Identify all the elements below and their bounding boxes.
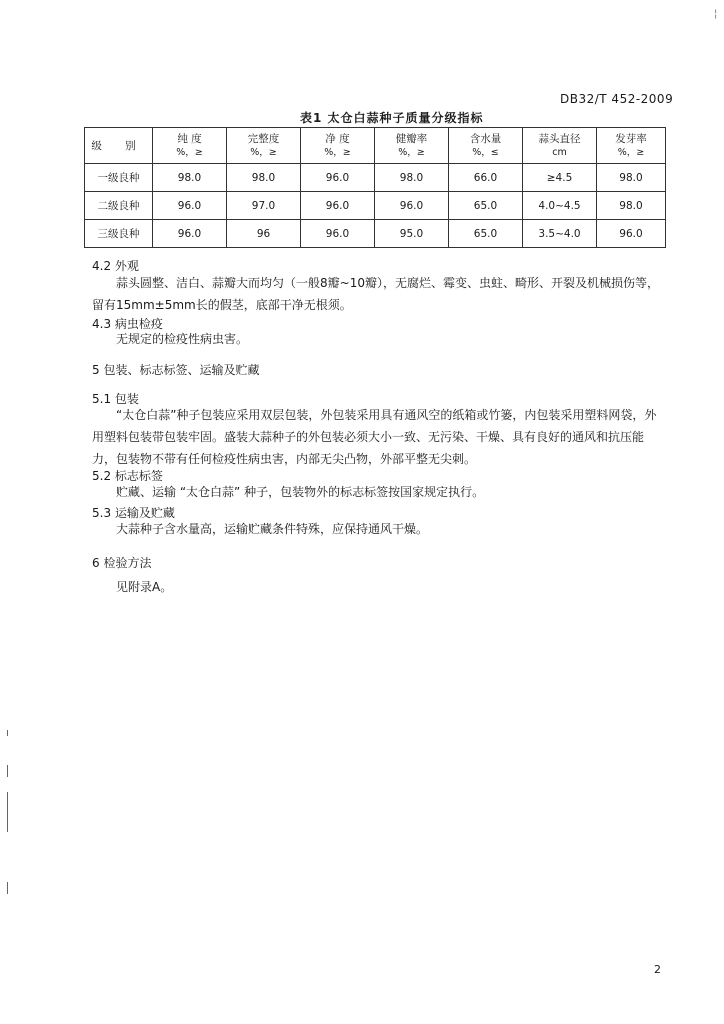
table-cell: 98.0 — [153, 164, 227, 192]
scan-mark: ╎ — [713, 10, 719, 20]
table-cell: 96.0 — [301, 164, 375, 192]
table-cell: 96.0 — [153, 192, 227, 220]
col-header-grade: 级 别 — [85, 128, 153, 164]
table-cell: 96 — [227, 220, 301, 248]
binding-mark — [7, 730, 8, 736]
table-header-row — [85, 128, 666, 164]
section-text-5-2: 贮藏、运输 “太仓白蒜” 种子，包装物外的标志标签按国家规定执行。 — [116, 485, 485, 499]
section-text-4-3: 无规定的检疫性病虫害。 — [116, 332, 249, 346]
section-text-5-3: 大蒜种子含水量高，运输贮藏条件特殊，应保持通风干燥。 — [116, 522, 429, 536]
table-cell: 96.0 — [597, 220, 666, 248]
table-cell: 96.0 — [301, 192, 375, 220]
col-header-purity: 纯 度 %，≥ — [153, 128, 227, 164]
table-row — [85, 164, 666, 192]
table-cell: 98.0 — [597, 164, 666, 192]
table-cell: 98.0 — [375, 164, 449, 192]
table-row — [85, 192, 666, 220]
section-heading-5-3: 5.3 运输及贮藏 — [92, 506, 175, 520]
section-heading-5-2: 5.2 标志标签 — [92, 469, 163, 483]
table-cell: 65.0 — [449, 192, 523, 220]
section-heading-4-3: 4.3 病虫检疫 — [92, 317, 163, 331]
section-text-6: 见附录A。 — [116, 580, 173, 594]
binding-mark — [7, 765, 8, 777]
table-cell: 97.0 — [227, 192, 301, 220]
section-heading-5: 5 包装、标志标签、运输及贮藏 — [92, 363, 260, 377]
table-cell: 96.0 — [375, 192, 449, 220]
section-text-5-1: “太仓白蒜”种子包装应采用双层包装，外包装采用具有通风空的纸箱或竹篓，内包装采用塑料网袋，外用塑料包装带包装牢固。盛装大蒜种子的外包装必须大小一致、无污染、干燥、具有良好的通风和抗压能力，包装物不带有任何检疫性病虫害，内部无尖凸物，外部平整无尖刺。 — [92, 408, 657, 466]
page-number: 2 — [654, 963, 661, 976]
table-cell: 98.0 — [227, 164, 301, 192]
col-header-healthy-clove-rate: 健瓣率 %，≥ — [375, 128, 449, 164]
section-heading-6: 6 检验方法 — [92, 556, 152, 570]
table-cell: 65.0 — [449, 220, 523, 248]
table-title: 表1 太仓白蒜种子质量分级指标 — [300, 111, 484, 125]
document-code: DB32/T 452-2009 — [560, 92, 674, 106]
table-cell: 66.0 — [449, 164, 523, 192]
section-text-4-2: 蒜头圆整、洁白、蒜瓣大而均匀（一般8瓣~10瓣），无腐烂、霉变、虫蛀、畸形、开裂及机械损伤等，留有15mm±5mm长的假茎，底部干净无根须。 — [92, 276, 659, 312]
binding-mark — [7, 792, 8, 832]
table-cell: ≥4.5 — [523, 164, 597, 192]
table-cell: 二级良种 — [85, 192, 153, 220]
table-cell: 一级良种 — [85, 164, 153, 192]
binding-mark — [7, 882, 8, 894]
table-cell: 三级良种 — [85, 220, 153, 248]
table-cell: 96.0 — [153, 220, 227, 248]
table-cell: 3.5~4.0 — [523, 220, 597, 248]
table-cell: 96.0 — [301, 220, 375, 248]
col-header-germination: 发芽率 %，≥ — [597, 128, 666, 164]
col-header-cleanliness: 净 度 %，≥ — [301, 128, 375, 164]
section-heading-5-1: 5.1 包装 — [92, 392, 139, 406]
col-header-integrity: 完整度 %，≥ — [227, 128, 301, 164]
col-header-bulb-diameter: 蒜头直径 cm — [523, 128, 597, 164]
table-cell: 95.0 — [375, 220, 449, 248]
section-heading-4-2: 4.2 外观 — [92, 259, 139, 273]
table-cell: 98.0 — [597, 192, 666, 220]
col-header-moisture: 含水量 %，≤ — [449, 128, 523, 164]
quality-grade-table — [84, 127, 666, 248]
table-row — [85, 220, 666, 248]
table-cell: 4.0~4.5 — [523, 192, 597, 220]
